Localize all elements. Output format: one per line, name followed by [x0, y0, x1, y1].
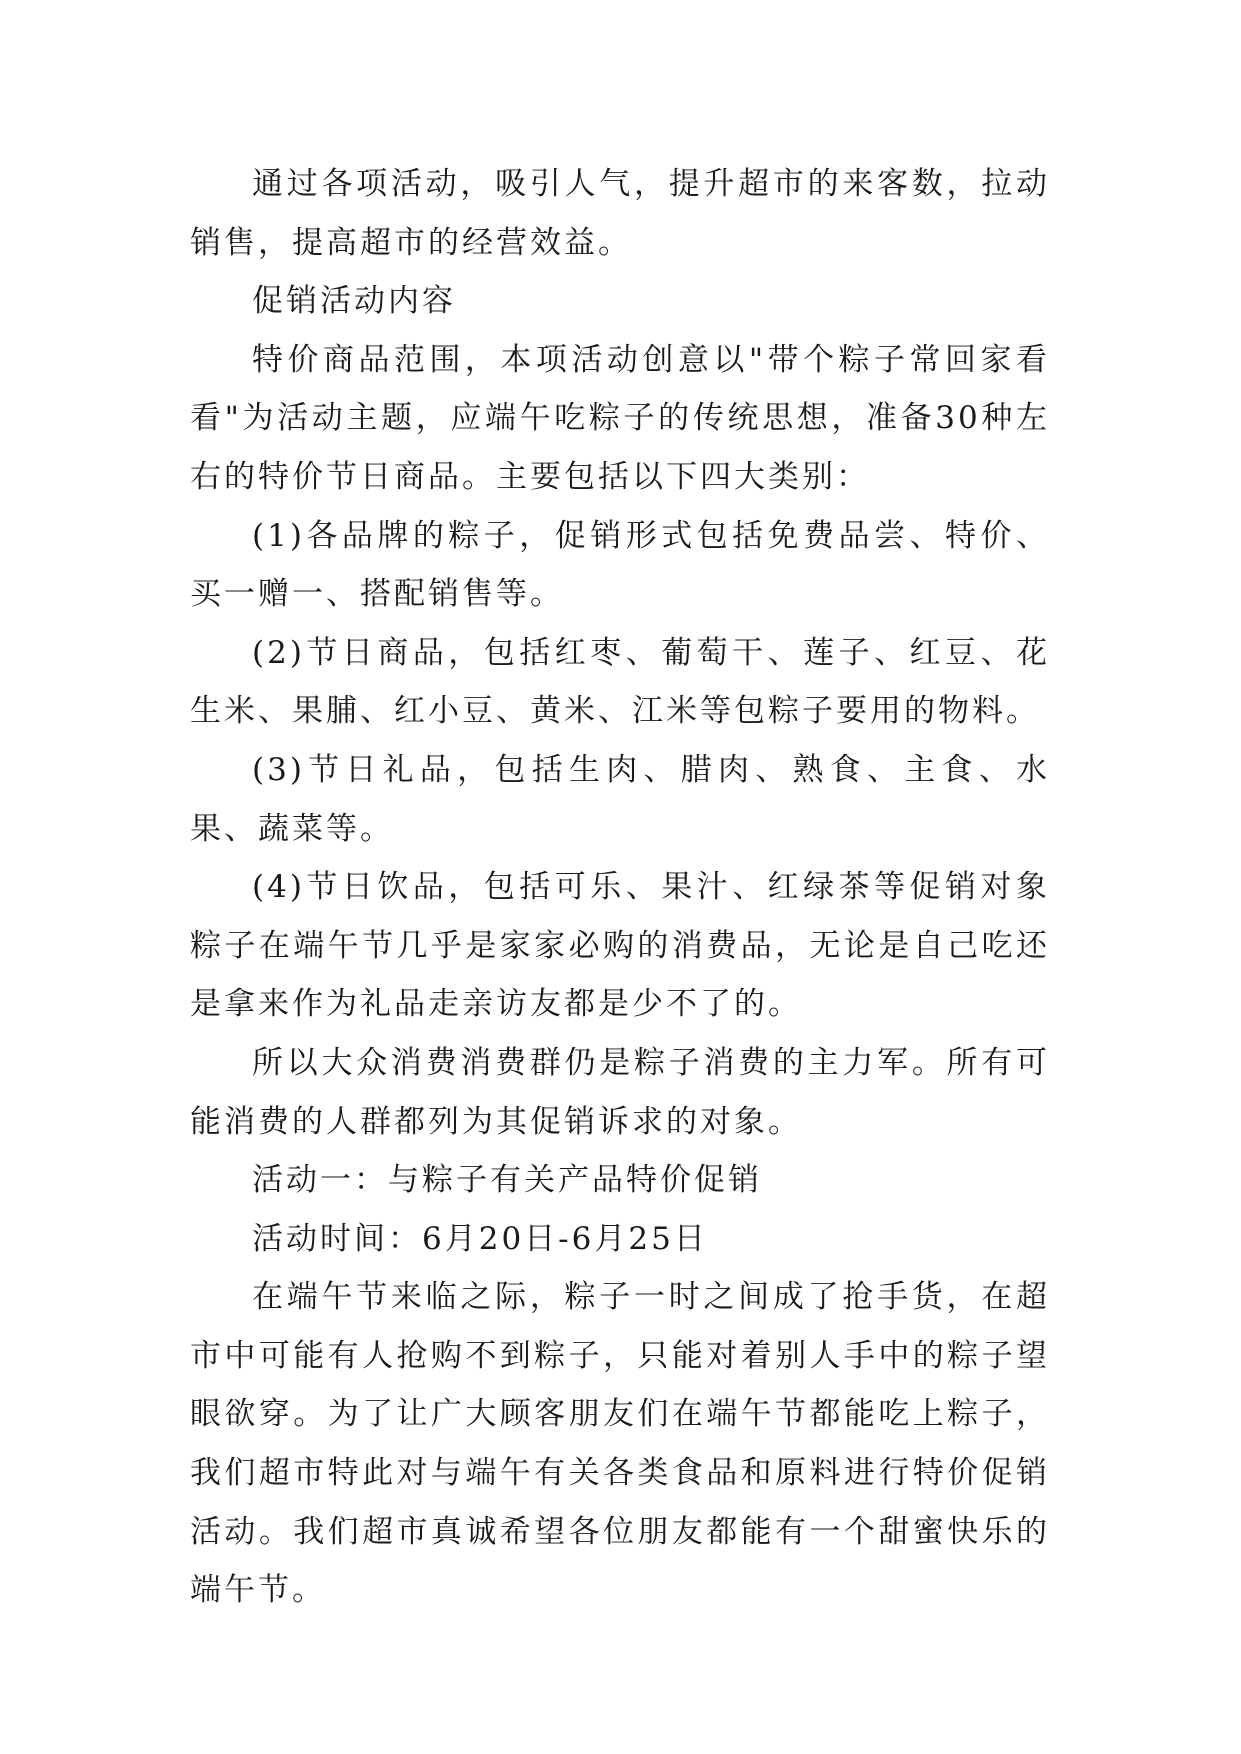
activity-time: 活动时间：6月20日-6月25日 [252, 1220, 708, 1257]
list-item-1: (1)各品牌的粽子，促销形式包括免费品尝、特价、买一赠一、搭配销售等。 [190, 517, 1050, 613]
heading-promotion-content: 促销活动内容 [252, 283, 456, 320]
heading-activity-one: 活动一：与粽子有关产品特价促销 [252, 1162, 762, 1199]
list-item-3: (3)节日礼品，包括生肉、腊肉、熟食、主食、水果、蔬菜等。 [190, 751, 1050, 847]
list-item-4: (4)节日饮品，包括可乐、果汁、红绿茶等促销对象粽子在端午节几乎是家家必购的消费品，无论是自己吃还是拿来作为礼品走亲访友都是少不了的。 [190, 869, 1050, 1023]
paragraph-special-goods: 特价商品范围，本项活动创意以"带个粽子常回家看看"为活动主题，应端午吃粽子的传统思想，准备30种左右的特价节日商品。主要包括以下四大类别： [190, 341, 1050, 495]
document-body [190, 155, 1050, 1620]
paragraph-target-audience: 所以大众消费消费群仍是粽子消费的主力军。所有可能消费的人群都列为其促销诉求的对象。 [190, 1044, 1050, 1140]
paragraph-activity-description: 在端午节来临之际，粽子一时之间成了抢手货，在超市中可能有人抢购不到粽子，只能对着别人手中的粽子望眼欲穿。为了让广大顾客朋友们在端午节都能吃上粽子，我们超市特此对与端午有关各类食品和原料进行特价促销活动。我们超市真诚希望各位朋友都能有一个甜蜜快乐的端午节。 [190, 1279, 1050, 1609]
list-item-2: (2)节日商品，包括红枣、葡萄干、莲子、红豆、花生米、果脯、红小豆、黄米、江米等包粽子要用的物料。 [190, 634, 1050, 730]
paragraph-intro: 通过各项活动，吸引人气，提升超市的来客数，拉动销售，提高超市的经营效益。 [190, 166, 1050, 261]
